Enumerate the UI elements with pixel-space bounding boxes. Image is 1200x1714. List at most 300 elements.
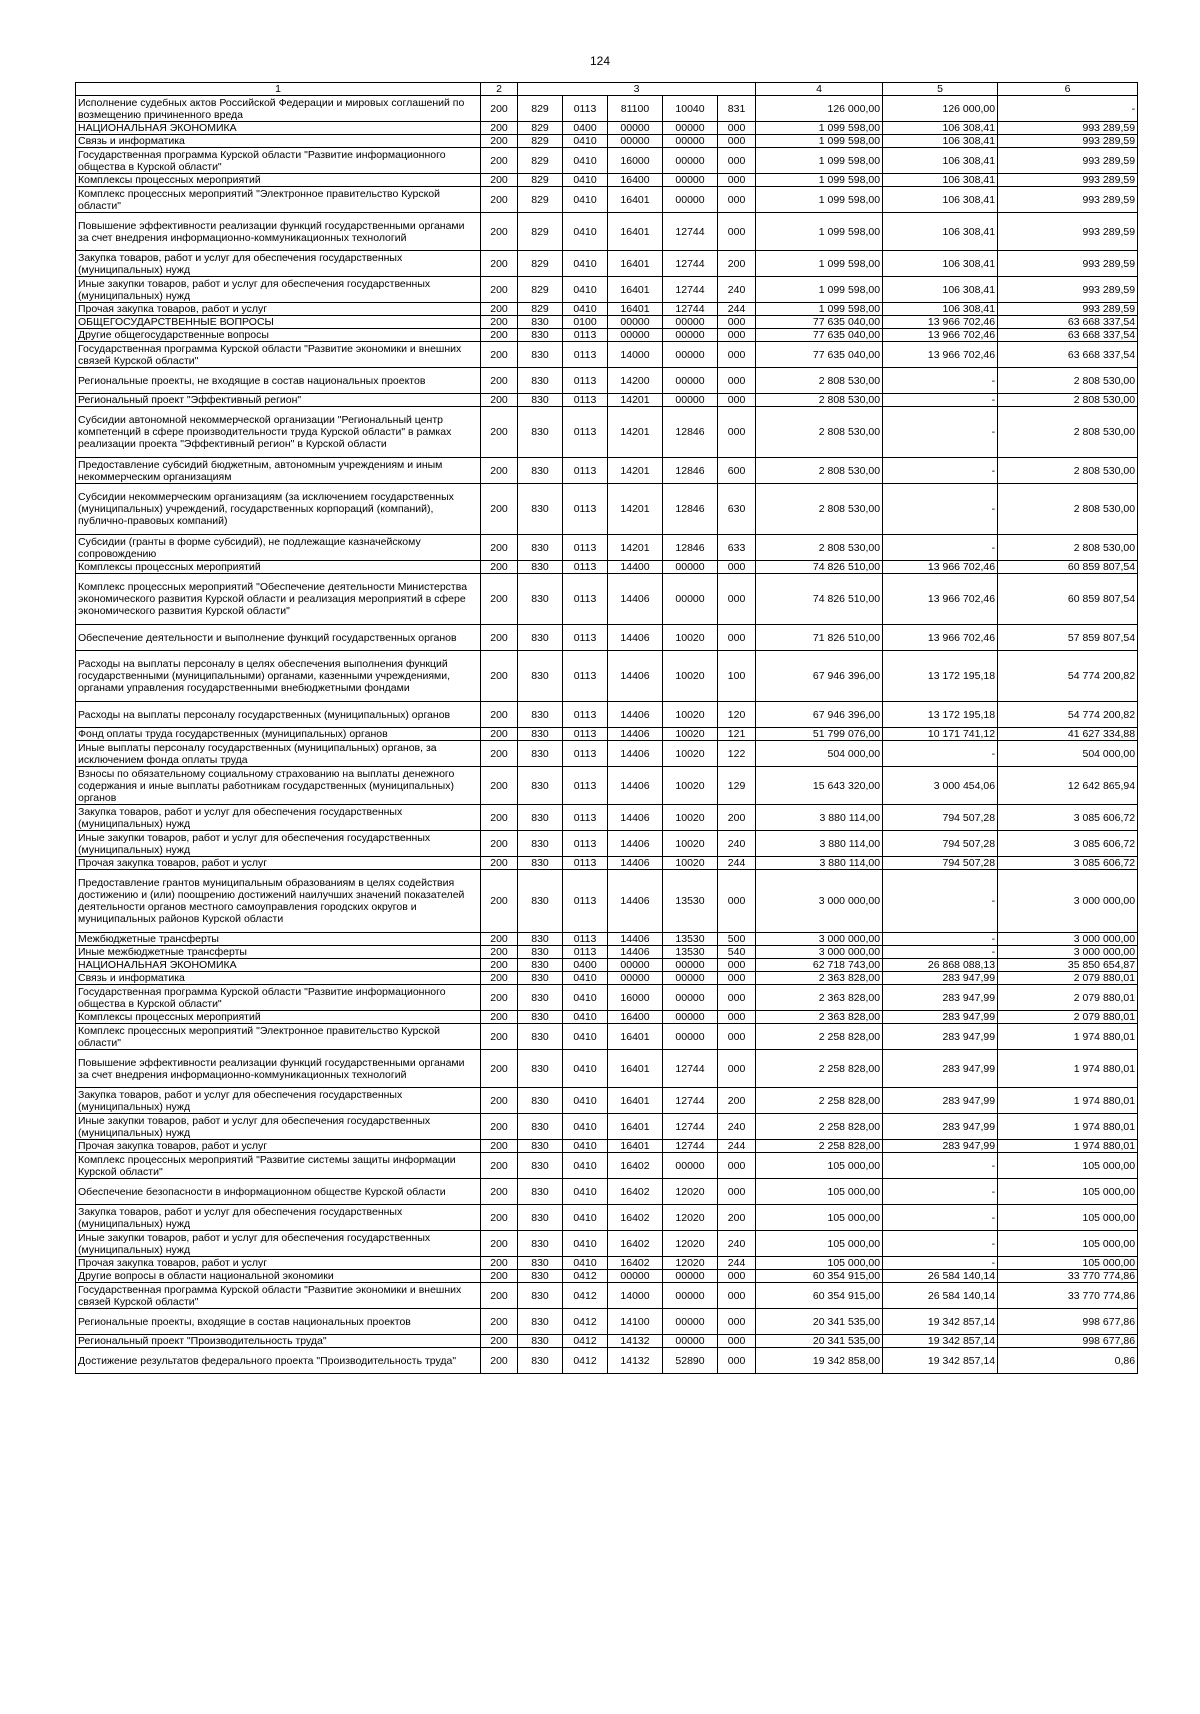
row-col-3-expense-type: 000 — [718, 1309, 756, 1335]
row-name: Региональный проект "Эффективный регион" — [76, 394, 481, 407]
row-col-3-section: 0410 — [563, 148, 608, 174]
table-row — [76, 933, 1138, 946]
row-col-5-amount: 106 308,41 — [883, 277, 998, 303]
row-col-2: 200 — [481, 407, 518, 458]
row-col-5-amount: 283 947,99 — [883, 1024, 998, 1050]
row-col-3-expense-type: 633 — [718, 535, 756, 561]
row-col-3-grbs: 830 — [518, 1024, 563, 1050]
table-row — [76, 1270, 1138, 1283]
row-col-2: 200 — [481, 946, 518, 959]
row-name: Прочая закупка товаров, работ и услуг — [76, 1257, 481, 1270]
row-col-3-section: 0113 — [563, 96, 608, 122]
row-name: Другие вопросы в области национальной экономики — [76, 1270, 481, 1283]
row-name: Прочая закупка товаров, работ и услуг — [76, 303, 481, 316]
row-col-4-amount: 3 880 114,00 — [756, 831, 883, 857]
row-col-2: 200 — [481, 96, 518, 122]
row-col-6-amount: 993 289,59 — [998, 187, 1138, 213]
row-col-3-section: 0410 — [563, 985, 608, 1011]
row-col-2: 200 — [481, 316, 518, 329]
row-col-3-direction: 00000 — [663, 329, 718, 342]
row-col-3-section: 0410 — [563, 303, 608, 316]
row-col-3-program: 00000 — [608, 329, 663, 342]
row-col-3-program: 16401 — [608, 277, 663, 303]
row-col-3-program: 14406 — [608, 831, 663, 857]
table-row — [76, 1024, 1138, 1050]
row-col-4-amount: 60 354 915,00 — [756, 1283, 883, 1309]
row-col-3-section: 0113 — [563, 831, 608, 857]
row-col-2: 200 — [481, 651, 518, 702]
row-col-3-grbs: 829 — [518, 303, 563, 316]
row-col-3-section: 0113 — [563, 767, 608, 805]
row-col-6-amount: 33 770 774,86 — [998, 1283, 1138, 1309]
row-col-2: 200 — [481, 135, 518, 148]
row-col-6-amount: 2 808 530,00 — [998, 407, 1138, 458]
row-col-3-grbs: 830 — [518, 368, 563, 394]
row-col-3-expense-type: 000 — [718, 342, 756, 368]
row-name: Закупка товаров, работ и услуг для обеспечения государственных (муниципальных) нужд — [76, 251, 481, 277]
row-col-3-expense-type: 000 — [718, 329, 756, 342]
row-col-4-amount: 67 946 396,00 — [756, 651, 883, 702]
row-col-3-direction: 12744 — [663, 213, 718, 251]
row-col-3-program: 00000 — [608, 959, 663, 972]
row-col-3-expense-type: 240 — [718, 1231, 756, 1257]
row-col-3-section: 0113 — [563, 870, 608, 933]
row-col-4-amount: 51 799 076,00 — [756, 728, 883, 741]
row-col-6-amount: 63 668 337,54 — [998, 342, 1138, 368]
row-col-6-amount: 3 085 606,72 — [998, 805, 1138, 831]
row-col-3-grbs: 830 — [518, 767, 563, 805]
row-col-4-amount: 60 354 915,00 — [756, 1270, 883, 1283]
row-col-3-expense-type: 129 — [718, 767, 756, 805]
row-col-3-direction: 10020 — [663, 805, 718, 831]
table-row — [76, 148, 1138, 174]
row-name: Прочая закупка товаров, работ и услуг — [76, 857, 481, 870]
row-col-5-amount: 126 000,00 — [883, 96, 998, 122]
row-col-3-section: 0412 — [563, 1348, 608, 1374]
table-row — [76, 959, 1138, 972]
row-col-3-grbs: 830 — [518, 329, 563, 342]
row-col-2: 200 — [481, 342, 518, 368]
row-col-5-amount: 13 172 195,18 — [883, 702, 998, 728]
row-col-3-direction: 13530 — [663, 870, 718, 933]
row-col-5-amount: 283 947,99 — [883, 1114, 998, 1140]
row-col-4-amount: 2 808 530,00 — [756, 458, 883, 484]
row-col-6-amount: 993 289,59 — [998, 148, 1138, 174]
row-col-3-grbs: 830 — [518, 805, 563, 831]
row-name: Субсидии автономной некоммерческой организации "Региональный центр компетенций в сфере производительности труда Курской области" в рамках реализации проекта "Эффективный регион" в Курской области — [76, 407, 481, 458]
row-col-3-section: 0113 — [563, 702, 608, 728]
row-col-3-section: 0113 — [563, 805, 608, 831]
table-row — [76, 394, 1138, 407]
row-col-3-program: 14406 — [608, 651, 663, 702]
row-col-4-amount: 2 363 828,00 — [756, 1011, 883, 1024]
row-col-4-amount: 15 643 320,00 — [756, 767, 883, 805]
table-row — [76, 728, 1138, 741]
row-col-3-program: 14201 — [608, 535, 663, 561]
row-col-2: 200 — [481, 213, 518, 251]
row-col-3-expense-type: 831 — [718, 96, 756, 122]
row-col-3-section: 0410 — [563, 1140, 608, 1153]
row-name: Фонд оплаты труда государственных (муниципальных) органов — [76, 728, 481, 741]
row-col-2: 200 — [481, 767, 518, 805]
row-col-3-direction: 12020 — [663, 1179, 718, 1205]
row-col-4-amount: 2 258 828,00 — [756, 1114, 883, 1140]
row-col-3-grbs: 829 — [518, 122, 563, 135]
row-col-3-program: 00000 — [608, 316, 663, 329]
row-col-3-direction: 12744 — [663, 277, 718, 303]
row-col-5-amount: - — [883, 870, 998, 933]
row-col-6-amount: 63 668 337,54 — [998, 329, 1138, 342]
row-col-3-program: 14100 — [608, 1309, 663, 1335]
table-row — [76, 805, 1138, 831]
row-col-3-section: 0410 — [563, 277, 608, 303]
row-col-6-amount: 63 668 337,54 — [998, 316, 1138, 329]
row-col-3-section: 0410 — [563, 174, 608, 187]
row-col-5-amount: 106 308,41 — [883, 251, 998, 277]
table-row — [76, 1231, 1138, 1257]
row-col-3-program: 16402 — [608, 1231, 663, 1257]
row-col-3-expense-type: 000 — [718, 1179, 756, 1205]
row-col-3-expense-type: 630 — [718, 484, 756, 535]
row-name: Взносы по обязательному социальному страхованию на выплаты денежного содержания и иные выплаты работникам государственных (муниципальных) органов — [76, 767, 481, 805]
row-col-3-expense-type: 120 — [718, 702, 756, 728]
row-col-3-section: 0113 — [563, 484, 608, 535]
row-col-4-amount: 3 000 000,00 — [756, 933, 883, 946]
row-col-3-grbs: 830 — [518, 342, 563, 368]
row-col-3-grbs: 830 — [518, 702, 563, 728]
row-col-3-expense-type: 000 — [718, 959, 756, 972]
row-col-3-expense-type: 000 — [718, 122, 756, 135]
row-col-4-amount: 1 099 598,00 — [756, 187, 883, 213]
row-col-3-program: 16401 — [608, 1050, 663, 1088]
row-col-3-grbs: 829 — [518, 213, 563, 251]
row-col-5-amount: 794 507,28 — [883, 831, 998, 857]
row-col-3-grbs: 830 — [518, 394, 563, 407]
row-col-5-amount: - — [883, 394, 998, 407]
row-col-2: 200 — [481, 870, 518, 933]
row-col-5-amount: 10 171 741,12 — [883, 728, 998, 741]
row-name: Обеспечение безопасности в информационном обществе Курской области — [76, 1179, 481, 1205]
row-col-2: 200 — [481, 1270, 518, 1283]
row-col-3-grbs: 830 — [518, 1348, 563, 1374]
table-row — [76, 213, 1138, 251]
row-col-3-grbs: 830 — [518, 972, 563, 985]
row-col-5-amount: 19 342 857,14 — [883, 1335, 998, 1348]
row-name: Государственная программа Курской области "Развитие информационного общества в Курской области" — [76, 148, 481, 174]
row-col-6-amount: 2 808 530,00 — [998, 394, 1138, 407]
row-col-3-direction: 00000 — [663, 368, 718, 394]
row-col-3-expense-type: 000 — [718, 574, 756, 625]
row-col-3-program: 16401 — [608, 187, 663, 213]
table-row — [76, 1309, 1138, 1335]
row-col-2: 200 — [481, 535, 518, 561]
row-col-3-section: 0410 — [563, 1257, 608, 1270]
header-col-1: 1 — [76, 83, 481, 96]
row-col-3-section: 0113 — [563, 651, 608, 702]
row-col-3-direction: 00000 — [663, 1283, 718, 1309]
row-col-3-grbs: 830 — [518, 574, 563, 625]
table-row — [76, 484, 1138, 535]
row-col-6-amount: 2 808 530,00 — [998, 535, 1138, 561]
row-col-4-amount: 74 826 510,00 — [756, 561, 883, 574]
row-col-3-expense-type: 240 — [718, 277, 756, 303]
table-row — [76, 316, 1138, 329]
row-col-3-section: 0400 — [563, 122, 608, 135]
row-col-6-amount: 2 808 530,00 — [998, 368, 1138, 394]
row-col-3-direction: 12846 — [663, 407, 718, 458]
row-col-5-amount: - — [883, 741, 998, 767]
row-col-3-expense-type: 000 — [718, 407, 756, 458]
row-col-2: 200 — [481, 702, 518, 728]
row-col-3-grbs: 830 — [518, 625, 563, 651]
row-col-3-direction: 12020 — [663, 1257, 718, 1270]
row-col-4-amount: 1 099 598,00 — [756, 122, 883, 135]
row-col-3-program: 14406 — [608, 574, 663, 625]
row-col-3-grbs: 830 — [518, 407, 563, 458]
row-col-3-section: 0113 — [563, 407, 608, 458]
row-col-4-amount: 3 880 114,00 — [756, 805, 883, 831]
row-col-3-program: 14406 — [608, 728, 663, 741]
row-col-6-amount: 993 289,59 — [998, 213, 1138, 251]
row-col-3-program: 14201 — [608, 394, 663, 407]
row-col-3-expense-type: 122 — [718, 741, 756, 767]
row-col-3-section: 0410 — [563, 1179, 608, 1205]
row-col-4-amount: 2 258 828,00 — [756, 1088, 883, 1114]
row-col-6-amount: 1 974 880,01 — [998, 1050, 1138, 1088]
row-col-2: 200 — [481, 368, 518, 394]
table-body — [76, 96, 1138, 1374]
row-col-3-expense-type: 000 — [718, 1283, 756, 1309]
table-header-row — [76, 83, 1138, 96]
row-col-5-amount: 3 000 454,06 — [883, 767, 998, 805]
row-col-5-amount: - — [883, 1257, 998, 1270]
row-col-2: 200 — [481, 277, 518, 303]
row-col-3-expense-type: 000 — [718, 985, 756, 1011]
row-col-3-grbs: 830 — [518, 458, 563, 484]
row-col-2: 200 — [481, 1257, 518, 1270]
row-col-3-grbs: 830 — [518, 1179, 563, 1205]
row-col-3-expense-type: 244 — [718, 303, 756, 316]
row-name: Субсидии (гранты в форме субсидий), не подлежащие казначейскому сопровождению — [76, 535, 481, 561]
row-col-5-amount: 13 966 702,46 — [883, 574, 998, 625]
row-col-3-program: 16401 — [608, 1088, 663, 1114]
row-col-2: 200 — [481, 1348, 518, 1374]
row-col-3-expense-type: 000 — [718, 368, 756, 394]
table-row — [76, 870, 1138, 933]
row-name: Комплекс процессных мероприятий "Электронное правительство Курской области" — [76, 187, 481, 213]
row-name: Региональные проекты, входящие в состав национальных проектов — [76, 1309, 481, 1335]
row-col-6-amount: 1 974 880,01 — [998, 1140, 1138, 1153]
row-name: Комплексы процессных мероприятий — [76, 561, 481, 574]
row-col-3-expense-type: 240 — [718, 1114, 756, 1140]
table-row — [76, 342, 1138, 368]
row-col-3-section: 0100 — [563, 316, 608, 329]
row-col-3-expense-type: 000 — [718, 135, 756, 148]
row-col-6-amount: 60 859 807,54 — [998, 574, 1138, 625]
table-row — [76, 831, 1138, 857]
row-col-3-expense-type: 540 — [718, 946, 756, 959]
row-col-6-amount: 3 000 000,00 — [998, 870, 1138, 933]
row-col-3-program: 00000 — [608, 135, 663, 148]
row-name: НАЦИОНАЛЬНАЯ ЭКОНОМИКА — [76, 959, 481, 972]
row-col-2: 200 — [481, 933, 518, 946]
table-row — [76, 303, 1138, 316]
row-col-3-grbs: 830 — [518, 1205, 563, 1231]
row-col-3-program: 14201 — [608, 458, 663, 484]
row-col-5-amount: 283 947,99 — [883, 1088, 998, 1114]
table-row — [76, 329, 1138, 342]
table-row — [76, 135, 1138, 148]
row-col-3-section: 0410 — [563, 1011, 608, 1024]
row-col-3-section: 0410 — [563, 187, 608, 213]
row-col-5-amount: 106 308,41 — [883, 135, 998, 148]
row-col-3-program: 16400 — [608, 1011, 663, 1024]
header-col-4: 4 — [756, 83, 883, 96]
row-col-6-amount: 105 000,00 — [998, 1205, 1138, 1231]
row-col-3-direction: 00000 — [663, 342, 718, 368]
row-col-3-section: 0412 — [563, 1309, 608, 1335]
row-col-3-grbs: 830 — [518, 857, 563, 870]
row-col-3-expense-type: 121 — [718, 728, 756, 741]
row-col-6-amount: 993 289,59 — [998, 174, 1138, 187]
table-row — [76, 985, 1138, 1011]
row-col-3-expense-type: 200 — [718, 1205, 756, 1231]
row-col-3-grbs: 830 — [518, 484, 563, 535]
row-col-2: 200 — [481, 251, 518, 277]
table-row — [76, 741, 1138, 767]
row-col-6-amount: 33 770 774,86 — [998, 1270, 1138, 1283]
row-col-2: 200 — [481, 561, 518, 574]
table-row — [76, 1140, 1138, 1153]
row-col-3-direction: 10020 — [663, 728, 718, 741]
table-row — [76, 972, 1138, 985]
row-col-3-grbs: 830 — [518, 1335, 563, 1348]
row-col-3-grbs: 830 — [518, 1283, 563, 1309]
row-col-3-expense-type: 000 — [718, 187, 756, 213]
row-col-6-amount: 998 677,86 — [998, 1309, 1138, 1335]
row-col-4-amount: 62 718 743,00 — [756, 959, 883, 972]
row-col-5-amount: 13 172 195,18 — [883, 651, 998, 702]
row-col-2: 200 — [481, 741, 518, 767]
row-col-3-expense-type: 000 — [718, 394, 756, 407]
row-col-2: 200 — [481, 1011, 518, 1024]
row-col-3-direction: 00000 — [663, 972, 718, 985]
row-col-5-amount: - — [883, 484, 998, 535]
row-col-4-amount: 74 826 510,00 — [756, 574, 883, 625]
row-col-3-expense-type: 244 — [718, 1140, 756, 1153]
row-col-3-expense-type: 000 — [718, 1270, 756, 1283]
row-col-3-program: 14000 — [608, 342, 663, 368]
row-col-4-amount: 71 826 510,00 — [756, 625, 883, 651]
row-col-3-section: 0113 — [563, 329, 608, 342]
row-col-2: 200 — [481, 625, 518, 651]
row-col-3-program: 16401 — [608, 1024, 663, 1050]
row-col-2: 200 — [481, 1231, 518, 1257]
row-col-3-direction: 12846 — [663, 458, 718, 484]
row-col-3-program: 14406 — [608, 805, 663, 831]
row-col-5-amount: 283 947,99 — [883, 1050, 998, 1088]
table-row — [76, 946, 1138, 959]
row-col-6-amount: 12 642 865,94 — [998, 767, 1138, 805]
row-name: ОБЩЕГОСУДАРСТВЕННЫЕ ВОПРОСЫ — [76, 316, 481, 329]
row-col-3-section: 0410 — [563, 213, 608, 251]
row-col-3-direction: 10020 — [663, 741, 718, 767]
row-col-3-expense-type: 000 — [718, 1335, 756, 1348]
row-col-3-direction: 00000 — [663, 135, 718, 148]
row-col-3-expense-type: 500 — [718, 933, 756, 946]
row-col-3-direction: 12020 — [663, 1205, 718, 1231]
row-col-2: 200 — [481, 187, 518, 213]
table-row — [76, 702, 1138, 728]
row-col-2: 200 — [481, 972, 518, 985]
row-col-3-grbs: 830 — [518, 933, 563, 946]
row-col-2: 200 — [481, 831, 518, 857]
row-name: Предоставление субсидий бюджетным, автономным учреждениям и иным некоммерческим организациям — [76, 458, 481, 484]
row-col-3-program: 16402 — [608, 1257, 663, 1270]
row-col-5-amount: - — [883, 458, 998, 484]
row-col-4-amount: 20 341 535,00 — [756, 1309, 883, 1335]
row-col-6-amount: 57 859 807,54 — [998, 625, 1138, 651]
row-col-3-direction: 00000 — [663, 148, 718, 174]
row-col-3-program: 00000 — [608, 972, 663, 985]
row-col-3-grbs: 830 — [518, 870, 563, 933]
row-col-6-amount: 998 677,86 — [998, 1335, 1138, 1348]
row-col-3-section: 0410 — [563, 1024, 608, 1050]
row-col-3-program: 14132 — [608, 1348, 663, 1374]
row-col-6-amount: 2 079 880,01 — [998, 1011, 1138, 1024]
row-col-3-section: 0113 — [563, 458, 608, 484]
row-col-3-direction: 13530 — [663, 946, 718, 959]
row-col-3-section: 0113 — [563, 535, 608, 561]
row-col-4-amount: 2 808 530,00 — [756, 394, 883, 407]
table-row — [76, 174, 1138, 187]
row-col-5-amount: 106 308,41 — [883, 213, 998, 251]
row-col-3-direction: 00000 — [663, 187, 718, 213]
row-col-2: 200 — [481, 1024, 518, 1050]
row-col-4-amount: 105 000,00 — [756, 1153, 883, 1179]
row-col-6-amount: 3 000 000,00 — [998, 933, 1138, 946]
row-col-5-amount: 13 966 702,46 — [883, 316, 998, 329]
row-col-3-grbs: 829 — [518, 277, 563, 303]
row-col-5-amount: 13 966 702,46 — [883, 342, 998, 368]
row-col-3-expense-type: 100 — [718, 651, 756, 702]
row-col-3-direction: 12846 — [663, 484, 718, 535]
row-col-4-amount: 77 635 040,00 — [756, 329, 883, 342]
row-name: НАЦИОНАЛЬНАЯ ЭКОНОМИКА — [76, 122, 481, 135]
row-col-3-program: 16401 — [608, 1114, 663, 1140]
row-col-3-program: 81100 — [608, 96, 663, 122]
row-col-3-direction: 00000 — [663, 316, 718, 329]
row-col-6-amount: 993 289,59 — [998, 135, 1138, 148]
row-col-4-amount: 2 808 530,00 — [756, 535, 883, 561]
row-col-5-amount: - — [883, 933, 998, 946]
row-col-3-section: 0113 — [563, 728, 608, 741]
row-col-3-grbs: 830 — [518, 741, 563, 767]
table-row — [76, 1153, 1138, 1179]
row-col-3-expense-type: 000 — [718, 625, 756, 651]
row-name: Государственная программа Курской области "Развитие информационного общества в Курской области" — [76, 985, 481, 1011]
header-col-6: 6 — [998, 83, 1138, 96]
row-col-2: 200 — [481, 805, 518, 831]
row-col-3-direction: 10020 — [663, 857, 718, 870]
row-col-4-amount: 77 635 040,00 — [756, 316, 883, 329]
row-col-3-direction: 00000 — [663, 1153, 718, 1179]
table-row — [76, 1283, 1138, 1309]
row-col-6-amount: 3 000 000,00 — [998, 946, 1138, 959]
row-col-3-grbs: 830 — [518, 316, 563, 329]
row-col-6-amount: 993 289,59 — [998, 122, 1138, 135]
row-col-2: 200 — [481, 329, 518, 342]
